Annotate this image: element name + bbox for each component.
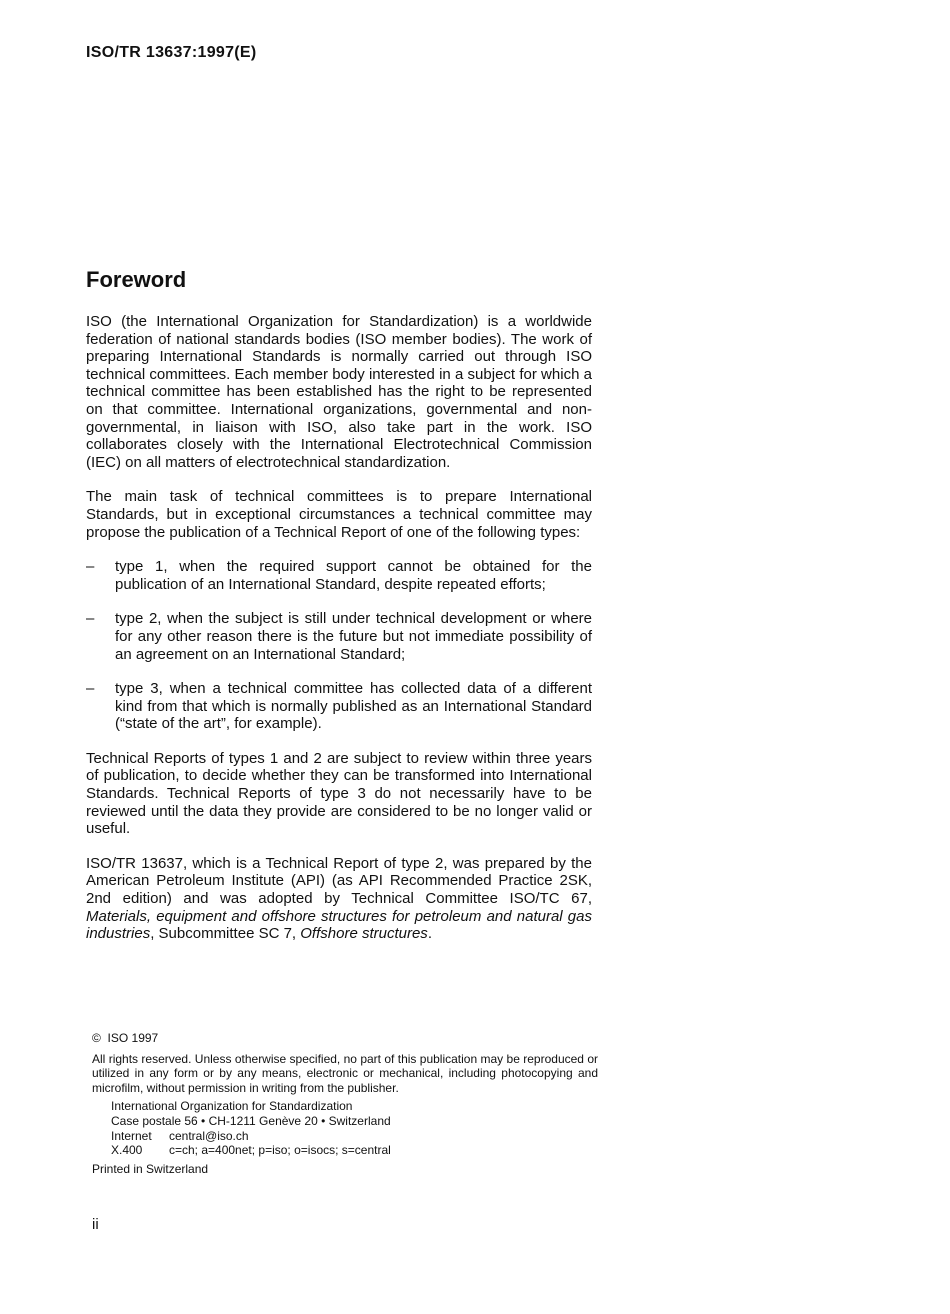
list-item-text: type 2, when the subject is still under technical development or where for any other reason there is the future but not immediate possibility of an agreement on an International Standard; xyxy=(115,610,592,663)
organization-name: International Organization for Standardization xyxy=(111,1099,353,1114)
internet-label: Internet xyxy=(111,1128,152,1143)
page-number: ii xyxy=(92,1216,99,1233)
paragraph-4-text-c: , Subcommittee SC 7, xyxy=(150,925,301,943)
x400-row xyxy=(111,1143,598,1158)
copyright-year: ISO 1997 xyxy=(107,1031,159,1045)
x400-label: X.400 xyxy=(111,1143,143,1158)
postal-address: Case postale 56 • CH-1211 Genève 20 • Switzerland xyxy=(111,1113,391,1128)
list-item-text: type 1, when the required support cannot be obtained for the publication of an International Standard, despite repeated efforts; xyxy=(115,558,592,593)
committee-title-italic: Materials, equipment and offshore structures for petroleum and natural gas industries xyxy=(86,907,592,943)
copyright-block xyxy=(92,1031,598,1176)
printed-in: Printed in Switzerland xyxy=(92,1161,209,1176)
rights-statement: All rights reserved. Unless otherwise specified, no part of this publication may be reproduced or utilized in any form or by any means, electronic or mechanical, including photocopying and microfilm, without permission in writing from the publisher. xyxy=(92,1051,598,1095)
copyright-symbol: © xyxy=(92,1031,101,1045)
list-item-text: type 3, when a technical committee has collected data of a different kind from that which is normally published as an International Standard (“state of the art”, for example). xyxy=(115,680,592,733)
report-types-list xyxy=(86,558,592,733)
paragraph-4-text-e: . xyxy=(427,925,432,943)
foreword-paragraph-1: ISO (the International Organization for Standardization) is a worldwide federation of national standards bodies (ISO member bodies). The work of preparing International Standards is normally carried out through ISO technical committees. Each member body interested in a subject for which a technical committee has been established has the right to be represented on that committee. International organizations, governmental and non-governmental, in liaison with ISO, also take part in the work. ISO collaborates closely with the International Electrotechnical Commission (IEC) on all matters of electrotechnical standardization. xyxy=(86,313,592,471)
list-item xyxy=(86,558,592,593)
list-dash-marker: – xyxy=(86,558,95,576)
list-dash-marker: – xyxy=(86,610,95,628)
list-item xyxy=(86,610,592,663)
list-dash-marker: – xyxy=(86,680,95,698)
subcommittee-title-italic: Offshore structures xyxy=(300,925,428,943)
paragraph-4-text-a: ISO/TR 13637, which is a Technical Report of type 2, was prepared by the American Petroleum Institute (API) (as API Recommended Practice 2SK, 2nd edition) and was adopted by Technical Committee ISO/TC 67, xyxy=(86,854,592,908)
x400-address: c=ch; a=400net; p=iso; o=isocs; s=central xyxy=(169,1143,391,1158)
publisher-address xyxy=(92,1099,598,1157)
foreword-paragraph-3: Technical Reports of types 1 and 2 are subject to review within three years of publication, to decide whether they can be transformed into International Standards. Technical Reports of type 3 do not necessarily have to be reviewed until the data they provide are considered to be no longer valid or useful. xyxy=(86,749,592,838)
foreword-paragraph-4 xyxy=(86,855,592,943)
document-id-header: ISO/TR 13637:1997(E) xyxy=(86,44,257,61)
internet-row xyxy=(111,1129,598,1144)
copyright-line xyxy=(92,1031,598,1046)
foreword-body xyxy=(86,313,592,960)
list-item xyxy=(86,680,592,733)
page-title: Foreword xyxy=(86,267,187,292)
internet-address: central@iso.ch xyxy=(169,1128,249,1143)
foreword-paragraph-2: The main task of technical committees is to prepare International Standards, but in exceptional circumstances a technical committee may propose the publication of a Technical Report of one of the following types: xyxy=(86,488,592,541)
